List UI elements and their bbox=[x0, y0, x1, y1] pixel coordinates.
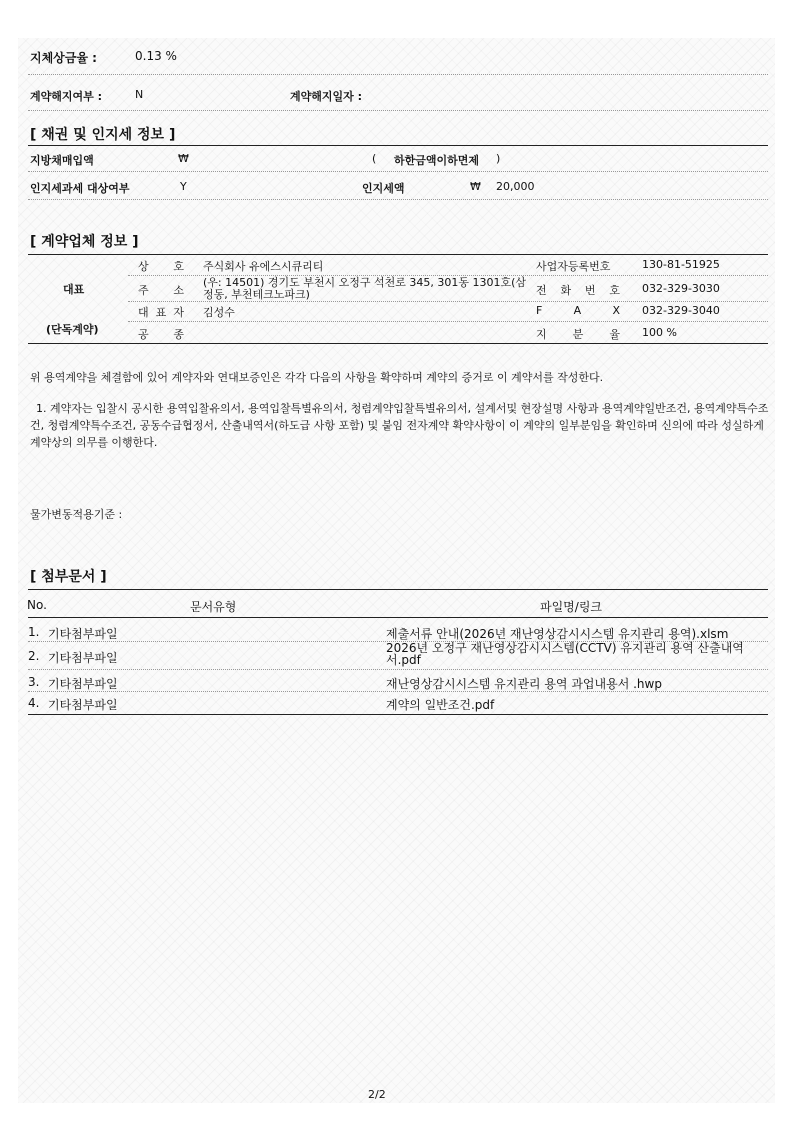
attachment-type: 기타첨부파일 bbox=[48, 627, 118, 641]
attachment-type: 기타첨부파일 bbox=[48, 677, 118, 691]
termination-label: 계약해지여부 : bbox=[30, 90, 102, 103]
paren-close: ) bbox=[496, 152, 501, 165]
section-rule bbox=[28, 343, 768, 344]
divider bbox=[28, 669, 768, 670]
attachment-file-link[interactable]: 제출서류 안내(2026년 재난영상감시시스템 유지관리 용역).xlsm bbox=[386, 627, 729, 641]
divider bbox=[128, 301, 768, 302]
col-header-file: 파일명/링크 bbox=[540, 600, 603, 614]
attachment-no: 4. bbox=[28, 696, 40, 710]
local-bond-currency: ₩ bbox=[178, 152, 189, 165]
attachment-type: 기타첨부파일 bbox=[48, 698, 118, 712]
attachment-no: 3. bbox=[28, 675, 40, 689]
attachment-no: 2. bbox=[28, 649, 40, 663]
fax-number: 032-329-3040 bbox=[642, 304, 720, 317]
document-page bbox=[18, 38, 775, 1103]
section-rule bbox=[28, 145, 768, 146]
divider bbox=[28, 691, 768, 692]
section-rule bbox=[28, 254, 768, 255]
stamp-tax-target-label: 인지세과세 대상여부 bbox=[30, 182, 130, 195]
termination-value: N bbox=[135, 88, 144, 101]
company-row-right-label: 지 분 율 bbox=[536, 328, 620, 341]
divider bbox=[128, 321, 768, 322]
price-adjust-label: 물가변동적용기준 : bbox=[30, 508, 123, 521]
divider bbox=[28, 171, 768, 172]
exemption-label: 하한금액이하면제 bbox=[394, 154, 480, 167]
company-address: (우: 14501) 경기도 부천시 오정구 석천로 345, 301동 1301호(삼정동, 부천테크노파크) bbox=[203, 276, 527, 301]
company-row-right-label: 전 화 번 호 bbox=[536, 284, 620, 297]
business-number: 130-81-51925 bbox=[642, 258, 720, 271]
col-header-type: 문서유형 bbox=[190, 600, 237, 614]
delay-rate-label: 지체상금율 : bbox=[30, 51, 97, 65]
rep-label: 대표 bbox=[63, 283, 85, 296]
intro-paragraph: 위 용역계약을 체결함에 있어 계약자와 연대보증인은 각각 다음의 사항을 확약하며 계약의 증거로 이 계약서를 작성한다. bbox=[30, 371, 604, 384]
divider bbox=[28, 74, 768, 75]
stamp-tax-label: 인지세액 bbox=[362, 182, 405, 195]
table-bottom-rule bbox=[28, 714, 768, 715]
company-section-title: [ 계약업체 정보 ] bbox=[30, 234, 139, 250]
bond-section-title: [ 채권 및 인지세 정보 ] bbox=[30, 127, 176, 143]
delay-rate-value: 0.13 % bbox=[135, 49, 177, 63]
attachment-type: 기타첨부파일 bbox=[48, 651, 118, 665]
phone-number: 032-329-3030 bbox=[642, 282, 720, 295]
local-bond-label: 지방채매입액 bbox=[30, 154, 94, 167]
company-row-right-label: 사업자등록번호 bbox=[536, 260, 611, 273]
divider bbox=[28, 110, 768, 111]
paren-open: ( bbox=[372, 152, 377, 165]
col-header-no: No. bbox=[27, 598, 47, 612]
page-number: 2/2 bbox=[368, 1088, 386, 1101]
company-row-label: 공 종 bbox=[138, 328, 184, 341]
attachment-no: 1. bbox=[28, 625, 40, 639]
representative-name: 김성수 bbox=[203, 306, 235, 319]
section-rule bbox=[28, 589, 768, 590]
company-row-label: 대 표 자 bbox=[138, 306, 184, 319]
clause-1-paragraph: 1. 계약자는 입찰시 공시한 용역입찰유의서, 용역입찰특별유의서, 청렴계약입찰특별유의서, 설계서및 현장설명 사항과 용역계약일반조건, 용역계약특수조건, 청렴계약특수조건, 공동수급협정서, 산출내역서(하도급 사항 포함) 및 붙임 전자계약 확약사항이 이 계약의 일부분임을 확인하며 신의에 따라 성실하게 계약상의 의무를 이행한다. bbox=[30, 402, 769, 449]
divider bbox=[28, 199, 768, 200]
company-row-right-label: F A X bbox=[536, 304, 620, 317]
attachments-section-title: [ 첨부문서 ] bbox=[30, 569, 107, 585]
company-row-label: 주 소 bbox=[138, 284, 184, 297]
stamp-tax-value: 20,000 bbox=[496, 180, 535, 193]
share-ratio: 100 % bbox=[642, 326, 677, 339]
solo-contract-label: (단독계약) bbox=[46, 323, 99, 336]
attachment-file-link[interactable]: 재난영상감시시스템 유지관리 용역 과업내용서 .hwp bbox=[386, 677, 662, 691]
stamp-tax-target-value: Y bbox=[180, 180, 187, 193]
stamp-tax-currency: ₩ bbox=[470, 180, 481, 193]
company-row-label: 상 호 bbox=[138, 260, 184, 273]
attachment-file-link[interactable]: 2026년 오정구 재난영상감시시스템(CCTV) 유지관리 용역 산출내역서.pdf bbox=[386, 641, 744, 667]
attachment-file-link[interactable]: 계약의 일반조건.pdf bbox=[386, 698, 495, 712]
company-name: 주식회사 유에스시큐리티 bbox=[203, 260, 324, 273]
termination-date-label: 계약해지일자 : bbox=[290, 90, 362, 103]
table-header-rule bbox=[28, 617, 768, 618]
